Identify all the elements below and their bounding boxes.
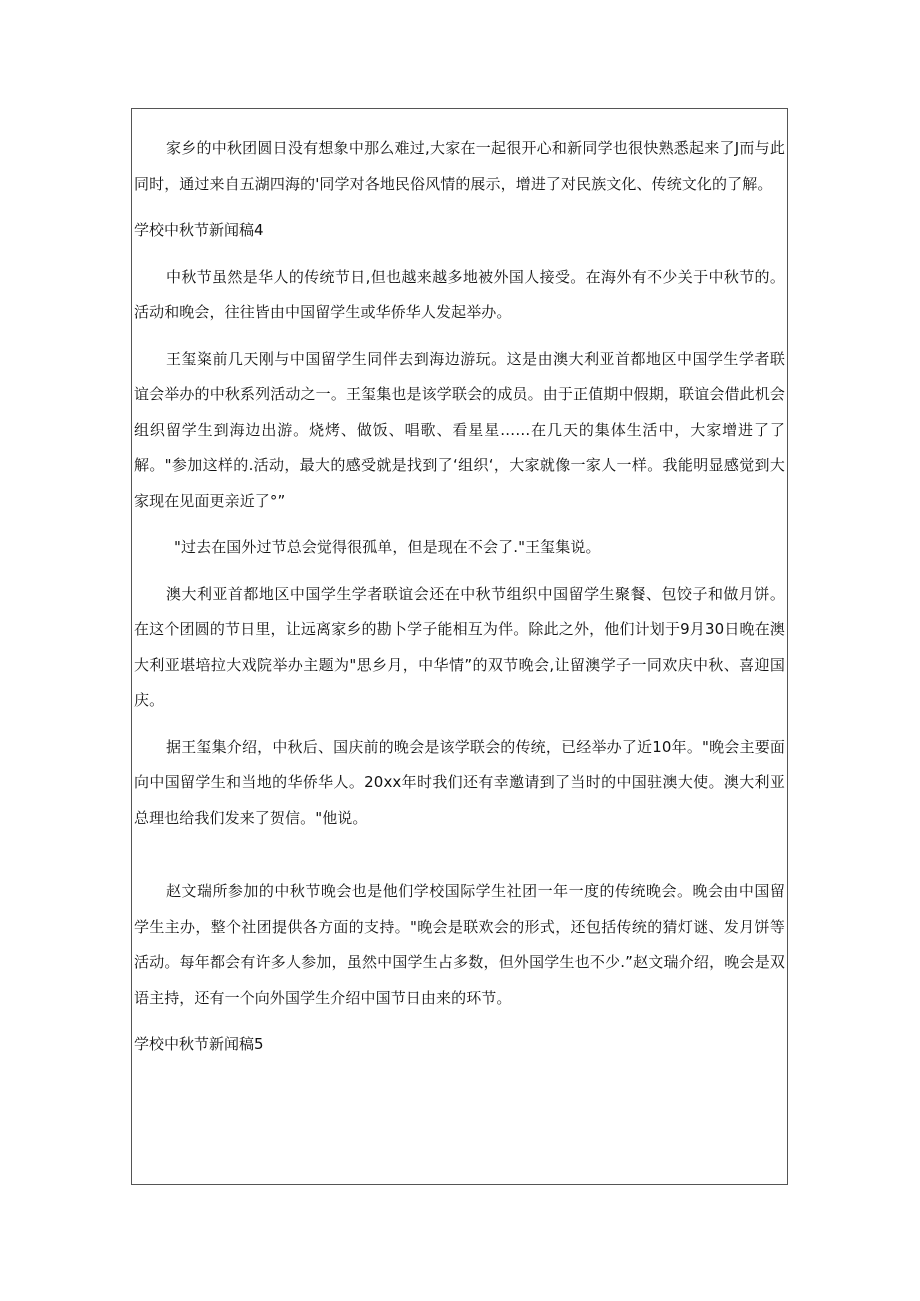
paragraph-beach-trip: 王玺粢前几天刚与中国留学生同伴去到海边游玩。这是由澳大利亚首都地区中国学生学者联谊会举办的中秋系列活动之一。王玺集也是该学联会的成员。由于正值期中假期，联谊会借此机会组织留学生到海边出游。烧烤、做饭、唱歌、看星星……在几天的集体生活中，大家增进了了解。"参加这样的.活动，最大的感受就是找到了‘组织‘，大家就像一家人一样。我能明显感觉到大家现在见面更亲近了°” — [134, 349, 785, 510]
paragraph-quote-lonely: "过去在国外过节总会觉得很孤单，但是现在不会了."王玺集说。 — [174, 538, 601, 556]
paragraph-tradition: 据王玺集介绍，中秋后、国庆前的晚会是该学联会的传统，已经举办了近10年。"晚会主要面向中国留学生和当地的华侨华人。20xx年时我们还有幸邀请到了当时的中国驻澳大使。澳大利亚总理也给我们发来了贺信。"他说。 — [134, 737, 785, 827]
paragraph-school-gala: 赵文瑞所参加的中秋节晚会也是他们学校国际学生社团一年一度的传统晚会。晚会由中国留学生主办，整个社团提供各方面的支持。"晚会是联欢会的形式，还包括传统的猜灯谜、发月饼等活动。每年都会有许多人参加，虽然中国学生占多数，但外国学生也不少.”赵文瑞介绍，晚会是双语主持，还有一个向外国学生介绍中国节日由来的环节。 — [134, 882, 785, 1007]
paragraph-mid-autumn-overseas: 中秋节虽然是华人的传统节日,但也越来越多地被外国人接受。在海外有不少关于中秋节的。活动和晚会，往往皆由中国留学生或华侨华人发起举办。 — [134, 267, 785, 321]
spacer — [134, 249, 785, 260]
spacer — [134, 1016, 785, 1027]
section-heading-4: 学校中秋节新闻稿4 — [134, 221, 264, 239]
paragraph-family-reunion: 家乡的中秋团圆日没有想象中那么难过,大家在一起很开心和新同学也很快熟悉起来了J而与此同时，通过来自五湖四海的'同学对各地民俗风情的展示，增进了对民族文化、传统文化的了解。 — [134, 139, 785, 193]
document-body — [132, 131, 789, 1063]
spacer — [134, 566, 785, 577]
spacer — [134, 202, 785, 213]
document-page — [131, 108, 788, 1185]
spacer — [134, 836, 785, 874]
paragraph-gala-plan: 澳大利亚首都地区中国学生学者联谊会还在中秋节组织中国留学生聚餐、包饺子和做月饼。在这个团圆的节日里，让远离家乡的勘卜学子能相互为伴。除此之外，他们计划于9月30日晚在澳大利亚堪培拉大戏院举办主题为"思乡月，中华情”的双节晚会,让留澳学子一同欢庆中秋、喜迎国庆。 — [134, 584, 785, 709]
section-heading-5: 学校中秋节新闻稿5 — [134, 1035, 264, 1053]
spacer — [134, 719, 785, 730]
spacer — [134, 331, 785, 342]
spacer — [134, 519, 785, 530]
